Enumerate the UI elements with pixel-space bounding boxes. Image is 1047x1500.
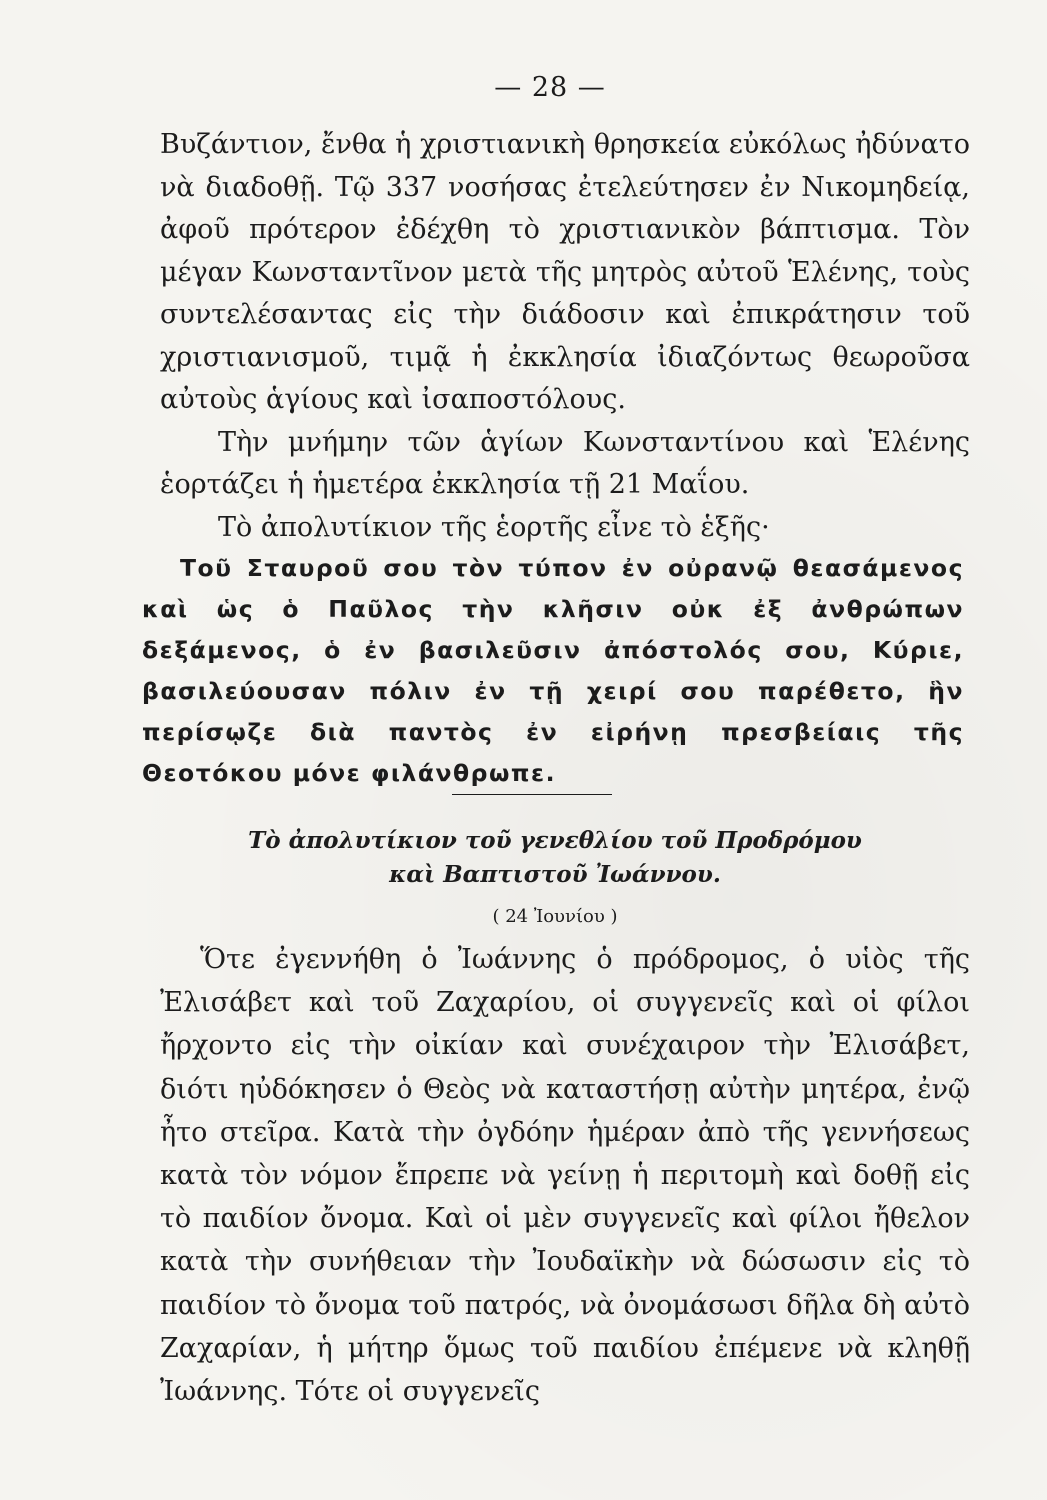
paragraph-john-birth: Ὅτε ἐγεννήθη ὁ Ἰωάννης ὁ πρόδρομος, ὁ υἱὸς τῆς Ἐλισάβετ καὶ τοῦ Ζαχαρίου, οἱ συγγενεῖς καὶ οἱ φίλοι ἤρχοντο εἰς τὴν οἰκίαν καὶ συνέχαιρον τὴν Ἐλισάβετ, διότι ηὐδόκησεν ὁ Θεὸς νὰ καταστήσῃ αὐτὴν μητέρα, ἐνῷ ἦτο στεῖρα. Κατὰ τὴν ὀγδόην ἡμέραν ἀπὸ τῆς γεννήσεως κατὰ τὸν νόμον ἔπρεπε νὰ γείνῃ ἡ περιτομὴ καὶ δοθῇ εἰς τὸ παιδίον ὄνομα. Καὶ οἱ μὲν συγγενεῖς καὶ φίλοι ἤθελον κατὰ τὴν συνήθειαν τὴν Ἰουδαϊκὴν νὰ δώσωσιν εἰς τὸ παιδίον τὸ ὄνομα τοῦ πατρός, νὰ ὀνομάσωσι δῆλα δὴ αὐτὸ Ζαχαρίαν, ἡ μήτηρ ὅμως τοῦ παιδίου ἐπέμενε νὰ κληθῇ Ἰωάννης. Τότε οἱ συγγενεῖς: [160, 944, 970, 1408]
feast-date-label: ( 24 Ἰουνίου ): [492, 906, 618, 927]
paragraph-constantine: Βυζάντιον, ἔνθα ἡ χριστιανικὴ θρησκεία εὐκόλως ἠδύνατο νὰ διαδοθῇ. Τῷ 337 νοσήσας ἐτελεύτησεν ἐν Νικομηδείᾳ, ἀφοῦ πρότερον ἐδέχθη τὸ χριστιανικὸν βάπτισμα. Τὸν μέγαν Κωνσταντῖνον μετὰ τῆς μητρὸς αὐτοῦ Ἑλένης, τοὺς συντελέσαντας εἰς τὴν διάδοσιν καὶ ἐπικράτησιν τοῦ χριστιανισμοῦ, τιμᾷ ἡ ἐκκλησία ἰδιαζόντως θεωροῦσα αὐτοὺς ἁγίους καὶ ἰσαποστόλους.: [160, 129, 970, 415]
section-divider: [452, 794, 612, 795]
paragraph-feast-date: Τὴν μνήμην τῶν ἁγίων Κωνσταντίνου καὶ Ἑλένης ἑορτάζει ἡ ἡμετέρα ἐκκλησία τῇ 21 Μαΐου.: [160, 426, 970, 500]
section-heading: [150, 824, 960, 892]
intro-text-block: [160, 124, 970, 549]
page-number: — 28 —: [494, 72, 606, 103]
paragraph-apolytikion-intro: Τὸ ἀπολυτίκιον τῆς ἑορτῆς εἶνε τὸ ἑξῆς·: [218, 511, 770, 543]
hymn-text: Τοῦ Σταυροῦ σου τὸν τύπον ἐν οὐρανῷ θεασάμενος καὶ ὡς ὁ Παῦλος τὴν κλῆσιν οὐκ ἐξ ἀνθρώπων δεξάμενος, ὁ ἐν βασιλεῦσιν ἀπόστολός σου, Κύριε, βασιλεύουσαν πόλιν ἐν τῇ χειρί σου παρέθετο, ἣν περίσῳζε διὰ παντὸς ἐν εἰρήνῃ πρεσβείαις τῆς Θεοτόκου μόνε φιλάνθρωπε.: [142, 554, 964, 787]
section-heading-line1: Τὸ ἀπολυτίκιον τοῦ γενεθλίου τοῦ Προδρόμου: [248, 827, 862, 854]
section-heading-line2: καὶ Βαπτιστοῦ Ἰωάννου.: [389, 861, 721, 888]
